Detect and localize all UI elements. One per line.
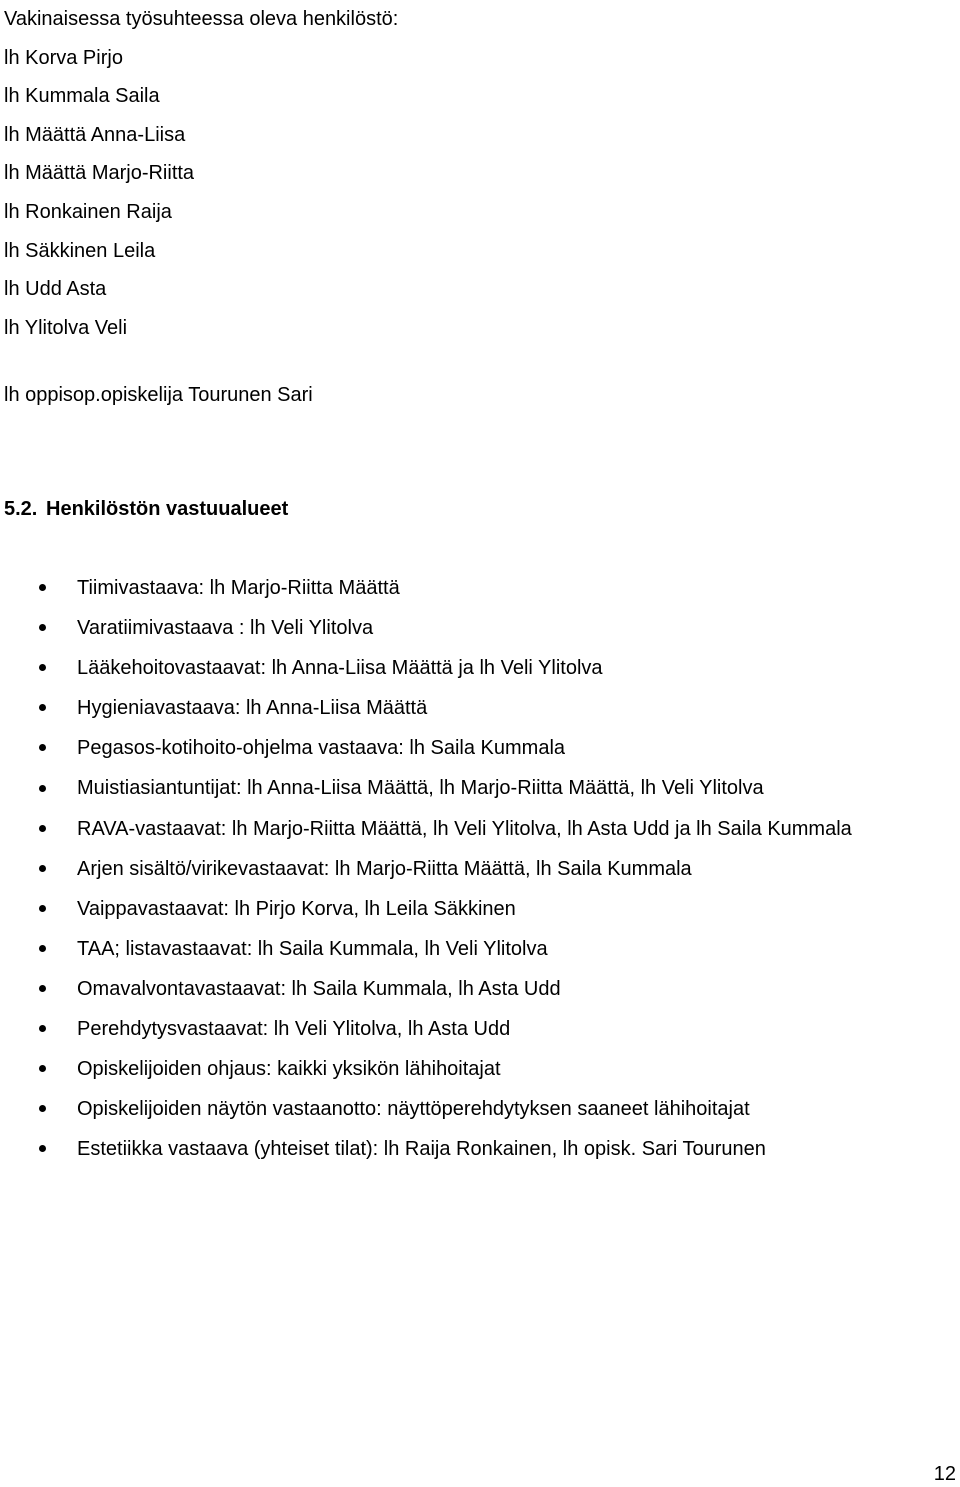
list-item-text: Opiskelijoiden ohjaus: kaikki yksikön lähihoitajat	[77, 1058, 501, 1081]
list-item	[0, 608, 852, 648]
staff-member: lh Ronkainen Raija	[4, 200, 172, 223]
section-heading	[4, 490, 288, 529]
list-item-text: Tiimivastaava: lh Marjo-Riitta Määttä	[77, 577, 400, 599]
responsibility-list	[0, 568, 852, 1169]
list-item	[0, 1009, 852, 1049]
list-item	[0, 849, 852, 889]
bullet-icon	[39, 865, 46, 872]
staff-member: lh Ylitolva Veli	[4, 316, 128, 339]
list-item	[0, 809, 852, 849]
list-item-text: Omavalvontavastaavat: lh Saila Kummala, lh Asta Udd	[77, 977, 561, 1000]
bullet-icon	[39, 1145, 46, 1152]
staff-member: lh Kummala Saila	[4, 85, 160, 108]
bullet-icon	[39, 785, 46, 792]
list-item	[0, 688, 852, 728]
bullet-icon	[39, 945, 46, 952]
list-item-text: Vaippavastaavat: lh Pirjo Korva, lh Leila Säkkinen	[77, 897, 516, 920]
bullet-icon	[39, 985, 46, 992]
bullet-icon	[39, 1025, 46, 1032]
list-item-text: TAA; listavastaavat: lh Saila Kummala, lh Veli Ylitolva	[77, 937, 548, 960]
bullet-icon	[39, 584, 46, 591]
list-item-text: RAVA-vastaavat: lh Marjo-Riitta Määttä, lh Veli Ylitolva, lh Asta Udd ja lh Saila Kummala	[77, 817, 852, 840]
list-item-text: Hygieniavastaava: lh Anna-Liisa Määttä	[77, 697, 428, 720]
bullet-icon	[39, 664, 46, 671]
list-item-text: Perehdytysvastaavat: lh Veli Ylitolva, lh Asta Udd	[77, 1018, 511, 1041]
bullet-icon	[39, 905, 46, 912]
list-item-text: Lääkehoitovastaavat: lh Anna-Liisa Määttä ja lh Veli Ylitolva	[77, 657, 603, 680]
list-item-text: Opiskelijoiden näytön vastaanotto: näyttöperehdytyksen saaneet lähihoitajat	[77, 1098, 750, 1121]
list-item-text: Arjen sisältö/virikevastaavat: lh Marjo-Riitta Määttä, lh Saila Kummala	[77, 857, 692, 880]
staff-member: lh Määttä Marjo-Riitta	[4, 162, 195, 185]
list-item-text: Estetiikka vastaava (yhteiset tilat): lh Raija Ronkainen, lh opisk. Sari Tourunen	[77, 1138, 766, 1161]
page-number: 12	[933, 1463, 956, 1485]
list-item	[0, 889, 852, 929]
list-item	[0, 1129, 852, 1169]
staff-list	[4, 0, 398, 347]
staff-member: lh Udd Asta	[4, 278, 107, 301]
staff-heading: Vakinaisessa työsuhteessa oleva henkilöstö:	[4, 8, 399, 30]
staff-member: lh Määttä Anna-Liisa	[4, 123, 186, 146]
list-item-text: Varatiimivastaava : lh Veli Ylitolva	[77, 617, 374, 640]
list-item-text: Muistiasiantuntijat: lh Anna-Liisa Määttä, lh Marjo-Riitta Määttä, lh Veli Ylitolva	[77, 777, 764, 800]
list-item	[0, 648, 852, 688]
staff-member: lh Korva Pirjo	[4, 46, 123, 69]
bullet-icon	[39, 624, 46, 631]
bullet-icon	[39, 1065, 46, 1072]
list-item	[0, 1089, 852, 1129]
student-staff-member: lh oppisop.opiskelija Tourunen Sari	[4, 384, 313, 406]
list-item	[0, 1049, 852, 1089]
list-item-text: Pegasos-kotihoito-ohjelma vastaava: lh Saila Kummala	[77, 737, 566, 760]
list-item	[0, 969, 852, 1009]
list-item	[0, 929, 852, 969]
list-item	[0, 768, 852, 808]
list-item	[0, 568, 852, 608]
list-item	[0, 728, 852, 768]
bullet-icon	[39, 1105, 46, 1112]
bullet-icon	[39, 744, 46, 751]
bullet-icon	[39, 704, 46, 711]
staff-member: lh Säkkinen Leila	[4, 239, 156, 262]
section-title: Henkilöstön vastuualueet	[46, 498, 289, 520]
bullet-icon	[39, 825, 46, 832]
section-number: 5.2.	[4, 498, 38, 520]
